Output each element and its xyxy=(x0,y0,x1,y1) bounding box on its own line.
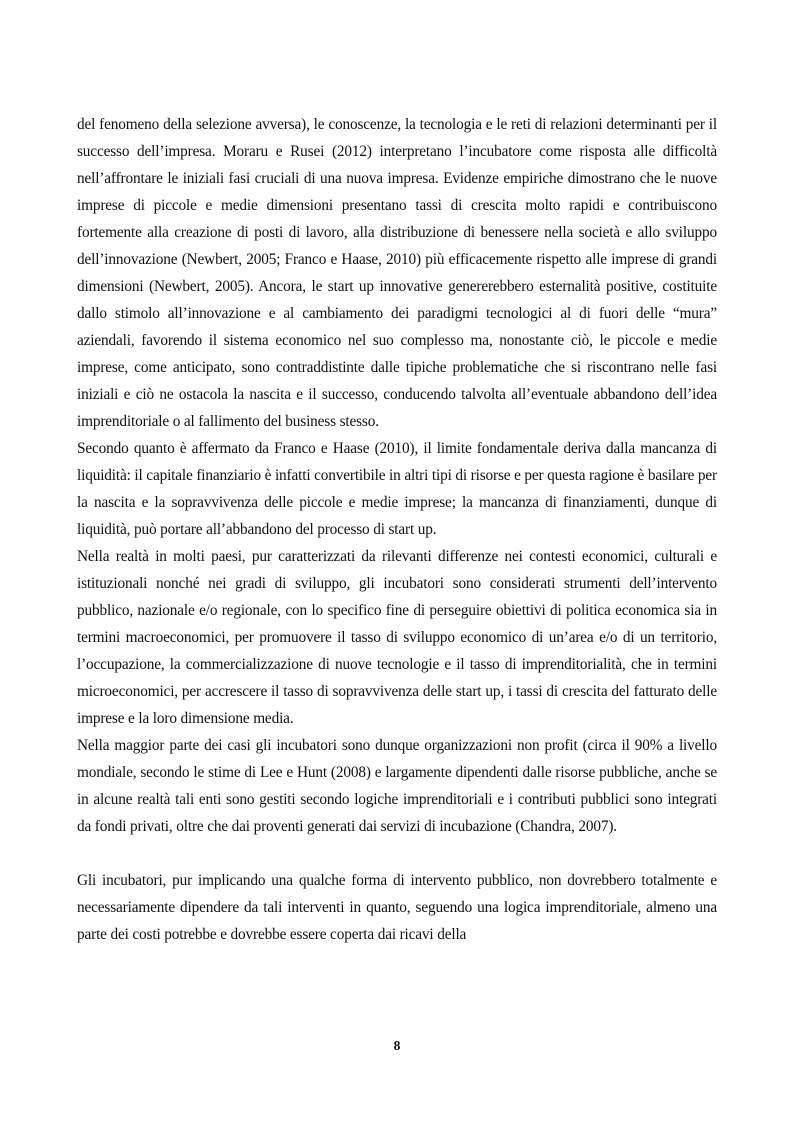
page-number: 8 xyxy=(393,1038,401,1053)
paragraph-5: Gli incubatori, pur implicando una qualche forma di intervento pubblico, non dovrebbero totalmente e necessariamente dipendere da tali interventi in quanto, seguendo una logica imprenditoriale, almeno una parte dei costi potrebbe e dovrebbe essere coperta dai ricavi della xyxy=(77,872,717,943)
paragraph-spacer xyxy=(77,840,717,867)
paragraph-2: Secondo quanto è affermato da Franco e Haase (2010), il limite fondamentale deriva dalla mancanza di liquidità: il capitale finanziario è infatti convertibile in altri tipi di risorse e per questa ragione è basilare per la nascita e la sopravvivenza delle piccole e medie imprese; la mancanza di finanziamenti, dunque di liquidità, può portare all’abbandono del processo di start up. xyxy=(77,440,717,538)
document-body xyxy=(77,111,717,948)
paragraph-4: Nella maggior parte dei casi gli incubatori sono dunque organizzazioni non profit (circa il 90% a livello mondiale, secondo le stime di Lee e Hunt (2008) e largamente dipendenti dalle risorse pubbliche, anche se in alcune realtà tali enti sono gestiti secondo logiche imprenditoriali e i contributi pubblici sono integrati da fondi privati, oltre che dai proventi generati dai servizi di incubazione (Chandra, 2007). xyxy=(77,737,717,835)
paragraph-1: del fenomeno della selezione avversa), le conoscenze, la tecnologia e le reti di relazioni determinanti per il successo dell’impresa. Moraru e Rusei (2012) interpretano l’incubatore come risposta alle difficoltà nell’affrontare le iniziali fasi cruciali di una nuova impresa. Evidenze empiriche dimostrano che le nuove imprese di piccole e medie dimensioni presentano tassi di crescita molto rapidi e contribuiscono fortemente alla creazione di posti di lavoro, alla distribuzione di benessere nella società e allo sviluppo dell’innovazione (Newbert, 2005; Franco e Haase, 2010) più efficacemente rispetto alle imprese di grandi dimensioni (Newbert, 2005). Ancora, le start up innovative genererebbero esternalità positive, costituite dallo stimolo all’innovazione e al cambiamento dei paradigmi tecnologici al di fuori delle “mura” aziendali, favorendo il sistema economico nel suo complesso ma, nonostante ciò, le piccole e medie imprese, come anticipato, sono contraddistinte dalle tipiche problematiche che si riscontrano nelle fasi iniziali e ciò ne ostacola la nascita e il successo, conducendo talvolta all’eventuale abbandono dell’idea imprenditoriale o al fallimento del business stesso. xyxy=(77,116,717,430)
paragraph-3: Nella realtà in molti paesi, pur caratterizzati da rilevanti differenze nei contesti economici, culturali e istituzionali nonché nei gradi di sviluppo, gli incubatori sono considerati strumenti dell’intervento pubblico, nazionale e/o regionale, con lo specifico fine di perseguire obiettivi di politica economica sia in termini macroeconomici, per promuovere il tasso di sviluppo economico di un’area e/o di un territorio, l’occupazione, la commercializzazione di nuove tecnologie e il tasso di imprenditorialità, che in termini microeconomici, per accrescere il tasso di sopravvivenza delle start up, i tassi di crescita del fatturato delle imprese e la loro dimensione media. xyxy=(77,548,717,727)
